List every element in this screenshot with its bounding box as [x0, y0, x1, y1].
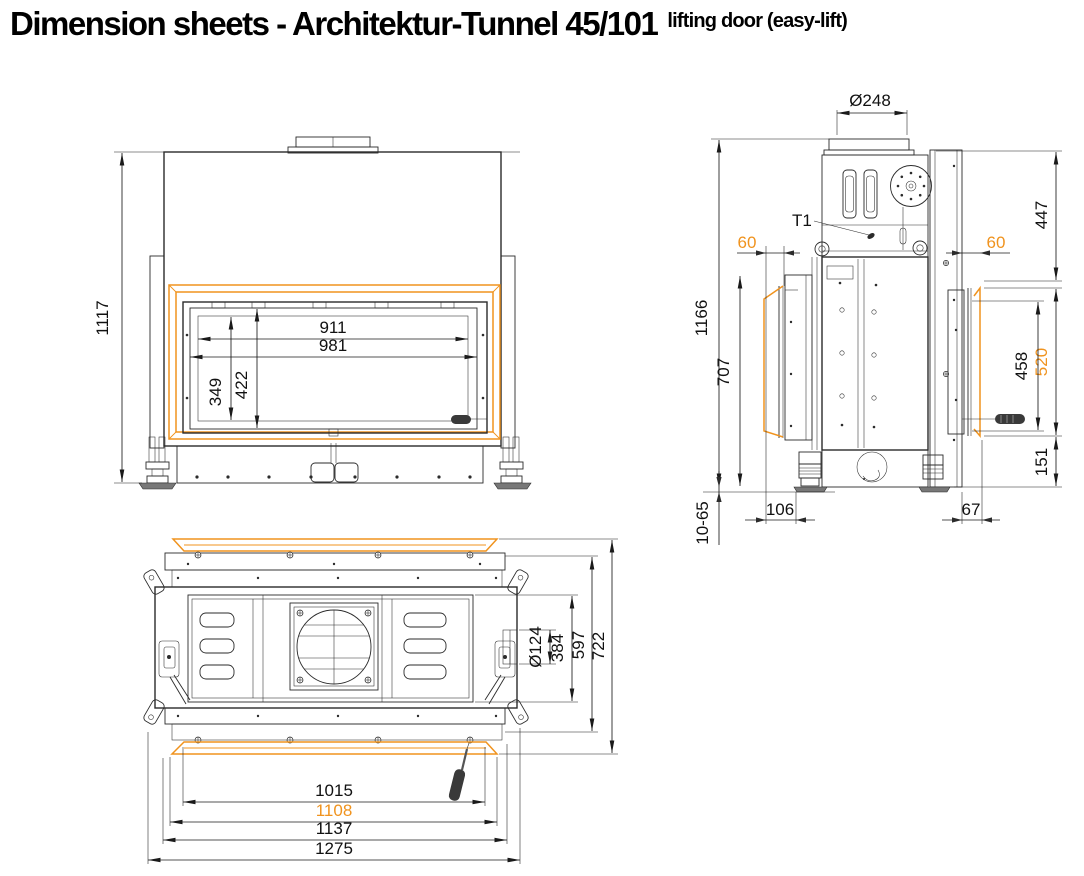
latch-left	[159, 641, 190, 704]
dim-top-body-depth: 597	[569, 630, 588, 660]
dim-top-overall-depth: 722	[589, 631, 608, 661]
latch-right	[485, 641, 515, 704]
dim-side-rear-foot-offset: 67	[961, 500, 981, 519]
dim-side-front-frame-height: 707	[714, 357, 733, 387]
dim-top-glass-width: 1015	[315, 781, 353, 800]
label-side-sensor-t1: T1	[792, 211, 812, 230]
door-handle-front	[451, 415, 487, 424]
top-view	[142, 539, 618, 864]
dim-side-rear-glass-height: 458	[1012, 351, 1031, 381]
dim-front-frame-width: 981	[318, 336, 348, 355]
dim-front-overall-height: 1117	[93, 300, 112, 336]
dim-side-flue-diameter: Ø248	[849, 91, 891, 110]
dim-side-foot-adjustment: 10-65	[693, 501, 712, 545]
sensor-callout	[792, 211, 876, 240]
cable-pulley	[891, 166, 932, 207]
dim-side-overall-height: 1166	[692, 299, 711, 337]
air-slots-left	[200, 613, 234, 679]
dim-front-glass-width: 911	[319, 318, 347, 337]
glass-pane-top-rear	[173, 539, 497, 551]
front-view	[93, 137, 531, 489]
convection-fan	[857, 452, 887, 482]
dim-top-firebox-depth: 384	[548, 633, 567, 663]
top-body	[155, 552, 517, 708]
glass-pane-top-front	[172, 742, 497, 754]
front-feet	[139, 437, 531, 489]
air-slots-right	[404, 613, 446, 679]
dim-front-frame-height: 422	[232, 370, 251, 400]
dim-side-frame-bottom-height: 151	[1032, 447, 1051, 477]
dim-top-body-width: 1137	[315, 819, 353, 838]
door-handle-side	[962, 414, 1025, 424]
firebox-plan	[188, 595, 473, 702]
top-dimensions	[148, 539, 618, 864]
dim-front-glass-height: 349	[206, 377, 225, 407]
flue-collar-side	[824, 139, 914, 155]
side-body	[812, 257, 928, 487]
side-dimensions	[692, 91, 1062, 545]
dim-side-rear-overhang: 60	[986, 233, 1006, 252]
flue-opening-plan	[290, 603, 378, 690]
handle-plan	[448, 743, 469, 802]
page-title: Dimension sheets - Architektur-Tunnel 45/101	[10, 5, 658, 42]
dim-side-rear-top-height: 447	[1032, 200, 1051, 230]
dim-side-front-foot-offset: 106	[765, 500, 795, 519]
dim-side-rear-frame-height: 520	[1032, 347, 1051, 377]
top-body-bottom	[165, 708, 505, 743]
dim-top-frame-width: 1108	[315, 801, 353, 820]
lifting-mechanism	[792, 155, 932, 257]
rear-panel	[930, 150, 962, 487]
front-glass-assembly	[764, 275, 812, 440]
side-view	[692, 91, 1062, 545]
page-subtitle: lifting door (easy-lift)	[667, 10, 848, 32]
dim-side-front-overhang: 60	[737, 233, 757, 252]
dim-top-air-spigot-diameter: Ø124	[526, 626, 545, 668]
chimney-collar-front	[288, 137, 378, 153]
dim-top-overall-width: 1275	[315, 839, 353, 858]
